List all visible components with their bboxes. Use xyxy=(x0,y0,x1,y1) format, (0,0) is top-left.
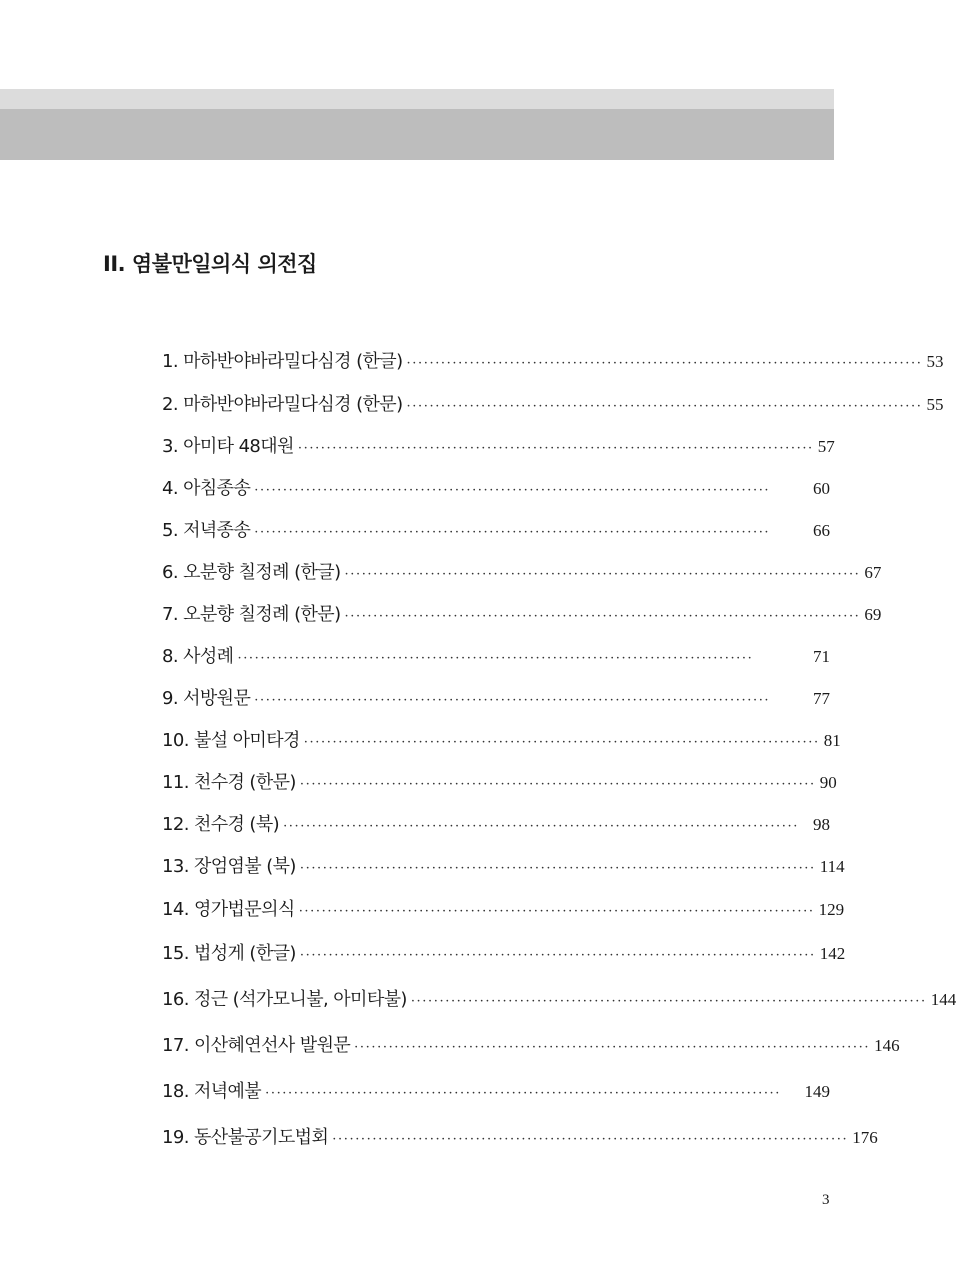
toc-entry-page: 129 xyxy=(818,900,845,919)
toc-entry-title: 7. 오분향 칠정례 (한문) xyxy=(162,604,341,625)
toc-entry[interactable] xyxy=(162,810,830,836)
toc-entry[interactable] xyxy=(162,432,835,458)
toc-entry-page: 146 xyxy=(874,1036,900,1055)
toc-entry-title: 14. 영가법문의식 xyxy=(162,899,295,920)
toc-entry-page: 149 xyxy=(804,1082,830,1101)
page-number: 3 xyxy=(822,1192,830,1208)
toc-entry-page: 142 xyxy=(819,944,846,963)
dot-leader: ·························································································· xyxy=(254,525,771,540)
toc-entry-page: 90 xyxy=(819,773,837,792)
toc-entry[interactable] xyxy=(162,390,944,416)
dot-leader: ·························································································· xyxy=(332,1132,849,1147)
toc-entry-page: 144 xyxy=(930,990,956,1009)
toc-entry[interactable] xyxy=(162,516,830,542)
toc-entry[interactable] xyxy=(162,474,830,500)
dot-leader: ·························································································· xyxy=(410,994,927,1009)
toc-entry[interactable] xyxy=(162,558,882,584)
dot-leader: ·························································································· xyxy=(298,904,815,919)
toc-entry[interactable] xyxy=(162,852,845,878)
toc-entry-page: 66 xyxy=(813,521,830,540)
toc-entry[interactable] xyxy=(162,985,956,1011)
dot-leader: ·························································································· xyxy=(254,483,771,498)
toc-entry-title: 6. 오분향 칠정례 (한글) xyxy=(162,562,341,583)
toc-entry-title: 17. 이산혜연선사 발원문 xyxy=(162,1035,351,1056)
toc-entry[interactable] xyxy=(162,600,882,626)
toc-entry-title: 11. 천수경 (한문) xyxy=(162,772,296,793)
toc-entry[interactable] xyxy=(162,347,944,373)
toc-entry-page: 71 xyxy=(813,647,830,666)
toc-entry-title: 3. 아미타 48대원 xyxy=(162,436,294,457)
toc-entry[interactable] xyxy=(162,895,845,921)
dot-leader: ·························································································· xyxy=(344,609,861,624)
dot-leader: ·························································································· xyxy=(344,567,861,582)
dot-leader: ·························································································· xyxy=(299,948,816,963)
dot-leader: ·························································································· xyxy=(297,441,814,456)
toc-entry-page: 77 xyxy=(813,689,830,708)
toc-entry-title: 4. 아침종송 xyxy=(162,478,251,499)
toc-entry[interactable] xyxy=(162,642,830,668)
toc-entry-page: 176 xyxy=(852,1128,878,1147)
toc-entry-title: 9. 서방원문 xyxy=(162,688,251,709)
dot-leader: ·························································································· xyxy=(406,356,923,371)
section-title: II. 염불만일의식 의전집 xyxy=(103,252,317,276)
toc-entry-page: 53 xyxy=(926,352,944,371)
header-band-light xyxy=(0,89,834,109)
dot-leader: ·························································································· xyxy=(254,693,771,708)
toc-entry-page: 57 xyxy=(817,437,835,456)
dot-leader: ·························································································· xyxy=(283,819,799,834)
dot-leader: ·························································································· xyxy=(299,777,816,792)
toc-entry-title: 1. 마하반야바라밀다심경 (한글) xyxy=(162,351,403,372)
toc-entry-page: 60 xyxy=(813,479,830,498)
toc-entry[interactable] xyxy=(162,1123,878,1149)
toc-entry-page: 98 xyxy=(813,815,830,834)
dot-leader: ·························································································· xyxy=(303,735,820,750)
toc-entry-title: 18. 저녁예불 xyxy=(162,1081,262,1102)
toc-entry-title: 10. 불설 아미타경 xyxy=(162,730,300,751)
toc-entry-page: 67 xyxy=(864,563,882,582)
toc-entry-page: 114 xyxy=(819,857,845,876)
toc-entry-page: 69 xyxy=(864,605,882,624)
header-band-dark xyxy=(0,109,834,160)
toc-entry-title: 2. 마하반야바라밀다심경 (한문) xyxy=(162,394,403,415)
toc-entry-page: 55 xyxy=(926,395,944,414)
dot-leader: ·························································································· xyxy=(299,861,816,876)
dot-leader: ·························································································· xyxy=(406,399,923,414)
toc-entry[interactable] xyxy=(162,1077,830,1103)
toc-entry[interactable] xyxy=(162,1031,900,1057)
toc-entry-title: 5. 저녁종송 xyxy=(162,520,251,541)
toc-entry-page: 81 xyxy=(823,731,841,750)
toc-entry-title: 15. 법성게 (한글) xyxy=(162,943,296,964)
toc-entry[interactable] xyxy=(162,939,846,965)
toc-entry-title: 13. 장엄염불 (북) xyxy=(162,856,296,877)
toc-entry-title: 16. 정근 (석가모니불, 아미타불) xyxy=(162,989,407,1010)
toc-entry-title: 12. 천수경 (북) xyxy=(162,814,280,835)
dot-leader: ·························································································· xyxy=(354,1040,871,1055)
dot-leader: ·························································································· xyxy=(265,1086,782,1101)
toc-entry[interactable] xyxy=(162,684,830,710)
dot-leader: ·························································································· xyxy=(237,651,754,666)
toc-entry-title: 19. 동산불공기도법회 xyxy=(162,1127,329,1148)
toc-entry[interactable] xyxy=(162,768,837,794)
toc-entry[interactable] xyxy=(162,726,841,752)
toc-entry-title: 8. 사성례 xyxy=(162,646,234,667)
